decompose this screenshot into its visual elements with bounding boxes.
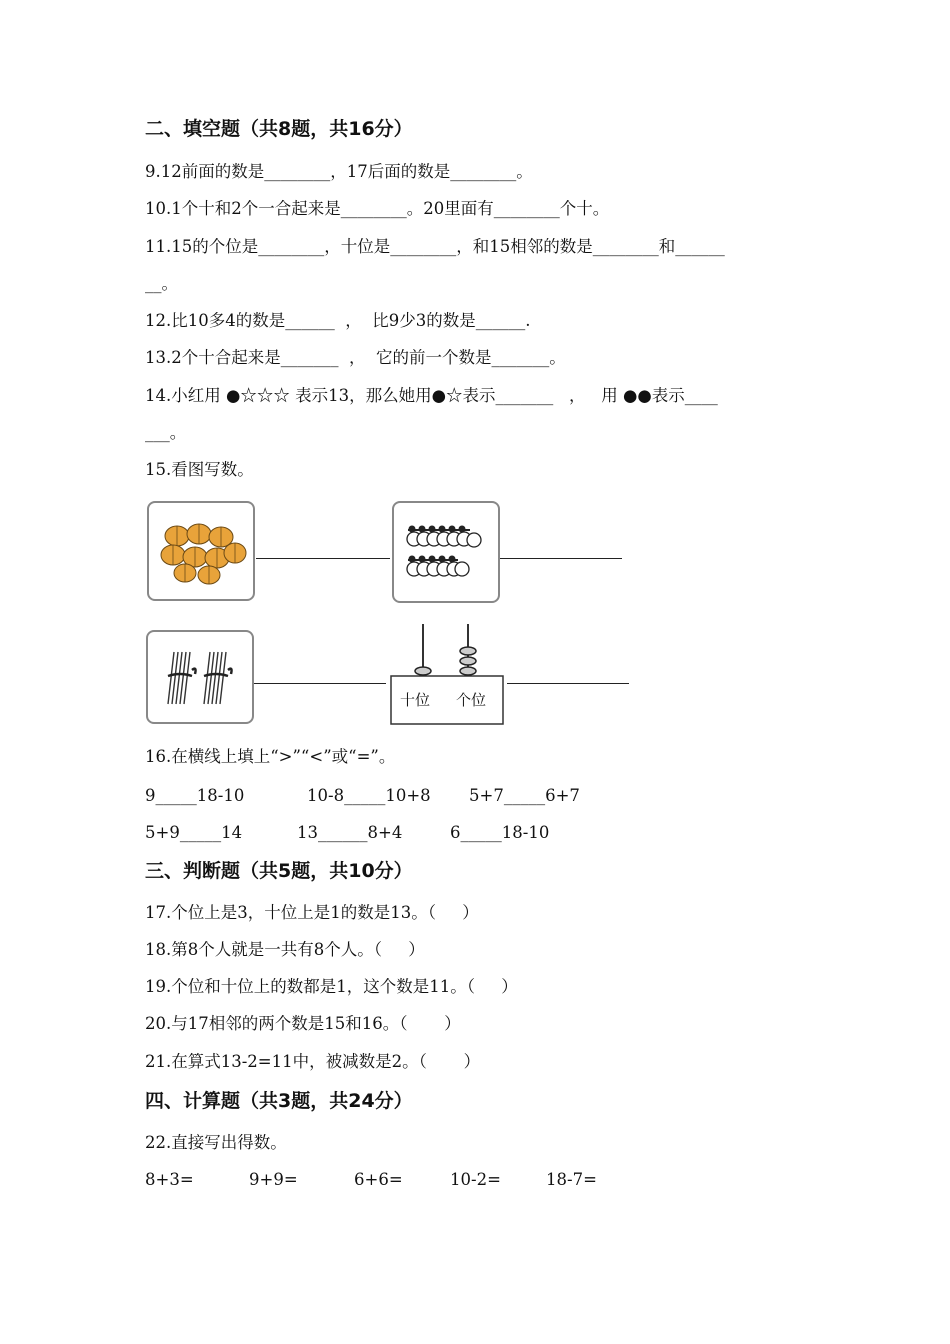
q16-blank[interactable]: _____ [179, 823, 222, 842]
question-11-line2: __。 [145, 274, 178, 293]
question-14-line2: ___。 [145, 423, 187, 442]
q16-right: 10+8 [385, 786, 431, 805]
q16-right: 6+7 [545, 786, 580, 805]
q12-blank-1[interactable]: ______ [285, 311, 335, 330]
question-19: 19.个位和十位上的数都是1，这个数是11。（ ） [145, 977, 518, 996]
question-18: 18.第8个人就是一共有8个人。（ ） [145, 940, 425, 959]
question-11-line1: 11.15的个位是________，十位是________，和15相邻的数是________和______ [145, 237, 725, 256]
q16-blank[interactable]: _____ [344, 786, 386, 805]
q13-text-c: ， 它的前一个数是 [338, 348, 492, 367]
q12-text-a: 12.比10多4的数是 [145, 311, 286, 330]
q16-right: 8+4 [367, 823, 403, 842]
abacus-picture [390, 620, 504, 726]
q22-item-3: 6+6= [354, 1170, 403, 1189]
q13-blank-2[interactable]: _______ [491, 348, 550, 367]
apples-picture [392, 501, 500, 603]
abacus-tens-label: 十位 [400, 691, 431, 709]
q16-right: 14 [221, 823, 243, 842]
q16-blank[interactable]: _____ [155, 786, 197, 805]
abacus-ones-label: 个位 [456, 691, 487, 709]
question-12 [145, 313, 530, 330]
question-21: 21.在算式13-2=11中，被减数是2。（ ） [145, 1052, 481, 1071]
q16-item-4 [145, 825, 242, 842]
answer-line-pumpkins[interactable] [256, 558, 390, 559]
q13-text-e: 。 [549, 348, 566, 367]
answer-line-abacus[interactable] [507, 683, 629, 684]
q16-right: 18-10 [501, 823, 550, 842]
answer-line-apples[interactable] [500, 558, 622, 559]
pumpkins-icon [149, 503, 253, 599]
q13-blank-1[interactable]: _______ [280, 348, 339, 367]
question-13 [145, 350, 566, 367]
section4-heading: 四、计算题（共3题，共24分） [145, 1090, 413, 1112]
abacus-icon [390, 620, 504, 726]
answer-line-sticks[interactable] [254, 683, 386, 684]
q16-item-6 [450, 825, 549, 842]
q16-item-5 [297, 825, 402, 842]
question-9: 9.12前面的数是________，17后面的数是________。 [145, 162, 533, 181]
question-20: 20.与17相邻的两个数是15和16。（ ） [145, 1014, 461, 1033]
apples-icon [394, 503, 498, 601]
q14-text-a: 14.小红用 ●☆☆☆ 表示13，那么她用●☆表示 [145, 386, 496, 405]
q16-item-3 [469, 788, 580, 805]
q16-right: 18-10 [196, 786, 245, 805]
q16-blank[interactable]: _____ [460, 823, 502, 842]
q22-item-5: 18-7= [546, 1170, 597, 1189]
q13-text-a: 13.2个十合起来是 [145, 348, 281, 367]
q22-item-4: 10-2= [450, 1170, 501, 1189]
sticks-picture [146, 630, 254, 724]
section3-heading: 三、判断题（共5题，共10分） [145, 860, 413, 882]
q14-blank-1[interactable]: _______ [495, 386, 554, 405]
pumpkins-picture [147, 501, 255, 601]
question-16: 16.在横线上填上“>”“<”或“=”。 [145, 747, 396, 766]
question-10: 10.1个十和2个一合起来是________。20里面有________个十。 [145, 199, 610, 218]
section2-heading: 二、填空题（共8题，共16分） [145, 118, 413, 140]
q16-left: 5+7 [469, 786, 504, 805]
question-15: 15.看图写数。 [145, 460, 254, 479]
q16-item-1 [145, 788, 244, 805]
q12-blank-2[interactable]: ______ [475, 311, 526, 330]
q16-item-2 [307, 788, 431, 805]
question-22: 22.直接写出得数。 [145, 1133, 287, 1152]
q22-item-1: 8+3= [145, 1170, 194, 1189]
stick-bundles-icon [148, 632, 252, 722]
q16-blank[interactable]: _____ [503, 786, 546, 805]
q12-text-c: ， 比9少3的数是 [334, 311, 476, 330]
q16-left: 6 [450, 823, 461, 842]
q16-left: 9 [145, 786, 156, 805]
q16-blank[interactable]: ______ [318, 823, 368, 842]
question-14 [145, 388, 718, 405]
q14-blank-2[interactable]: ____ [684, 386, 718, 405]
q12-text-e: . [525, 311, 531, 330]
q16-left: 10-8 [307, 786, 345, 805]
q22-item-2: 9+9= [249, 1170, 298, 1189]
q16-left: 13 [297, 823, 318, 842]
question-17: 17.个位上是3，十位上是1的数是13。（ ） [145, 903, 479, 922]
q16-left: 5+9 [145, 823, 180, 842]
q14-text-c: ， 用 ●●表示 [553, 386, 685, 405]
